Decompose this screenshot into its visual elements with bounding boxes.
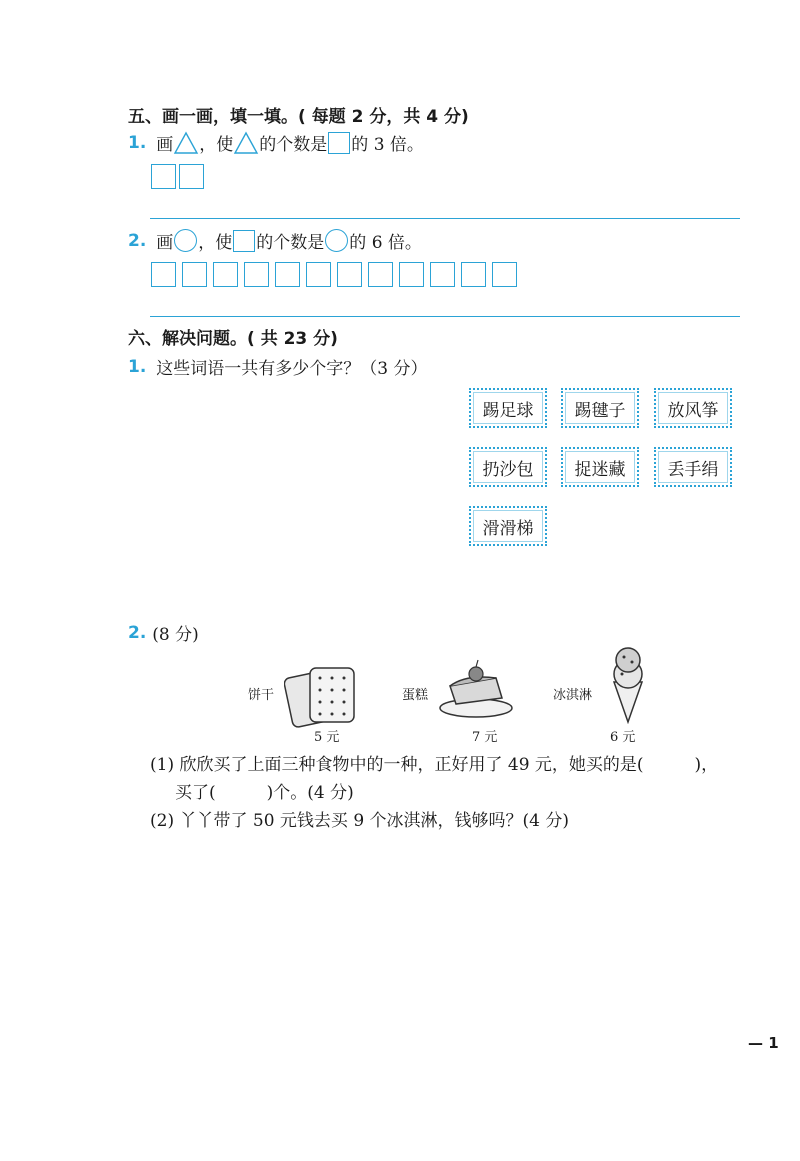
- s5-q1-text-b: ，使: [199, 135, 234, 155]
- food-label-biscuit: 饼干: [248, 688, 275, 703]
- square-shape: [306, 262, 331, 287]
- square-shape: [492, 262, 517, 287]
- s5-q2-prompt: [128, 228, 422, 253]
- square-shape: [275, 262, 300, 287]
- s6-q1-number: 1.: [128, 356, 147, 377]
- square-shape: [179, 164, 204, 189]
- price-biscuit: 5 元: [314, 730, 340, 745]
- food-label-cake: 蛋糕: [402, 688, 429, 703]
- biscuit-icon: [284, 664, 364, 728]
- s6-q2-prompt: [128, 620, 199, 645]
- word-card: 捉迷藏: [561, 447, 639, 487]
- s6-q2-sub1-line1: (1) 欣欣买了上面三种食物中的一种，正好用了 49 元，她买的是( )，: [150, 755, 719, 775]
- square-icon: [233, 230, 255, 252]
- s5-q1-given-squares: [151, 164, 204, 189]
- s5-q1-text-a: 画: [156, 135, 174, 155]
- circle-icon: [174, 229, 197, 252]
- s5-q2-text-b: ，使: [198, 233, 233, 253]
- circle-icon: [325, 229, 348, 252]
- s5-q1-prompt: [128, 130, 424, 155]
- s5-q1-number: 1.: [128, 132, 147, 153]
- s6-q2-number: 2.: [128, 622, 147, 643]
- square-shape: [151, 262, 176, 287]
- ice-cream-icon: [600, 644, 656, 724]
- food-label-ice-cream: 冰淇淋: [553, 688, 593, 703]
- triangle-icon: [233, 131, 259, 155]
- word-card: 丢手绢: [654, 447, 732, 487]
- s5-q2-text-d: 的 6 倍。: [349, 233, 422, 253]
- square-shape: [430, 262, 455, 287]
- s6-q1-prompt: [128, 354, 428, 379]
- s5-q2-text-c: 的个数是: [256, 233, 325, 253]
- square-shape: [399, 262, 424, 287]
- word-card: 放风筝: [654, 388, 732, 428]
- page-number: — 1: [748, 1034, 779, 1052]
- s6-q2-points: (8 分): [152, 625, 199, 645]
- word-card: 踢足球: [469, 388, 547, 428]
- square-shape: [244, 262, 269, 287]
- section-6-title: 六、解决问题。( 共 23 分): [128, 329, 338, 349]
- word-card: 踢毽子: [561, 388, 639, 428]
- s6-q1-text: 这些词语一共有多少个字？（3 分）: [156, 359, 428, 379]
- s5-q2-given-squares: [151, 262, 517, 287]
- word-card: 扔沙包: [469, 447, 547, 487]
- price-cake: 7 元: [472, 730, 498, 745]
- square-icon: [328, 132, 350, 154]
- square-shape: [461, 262, 486, 287]
- price-ice-cream: 6 元: [610, 730, 636, 745]
- s5-q1-text-c: 的个数是: [259, 135, 328, 155]
- s6-q2-sub1-line2: 买了( )个。(4 分): [175, 783, 354, 803]
- s5-q2-number: 2.: [128, 230, 147, 251]
- square-shape: [368, 262, 393, 287]
- cake-icon: [436, 656, 516, 720]
- triangle-icon: [173, 131, 199, 155]
- s5-q1-text-d: 的 3 倍。: [351, 135, 424, 155]
- section-5-title: 五、画一画，填一填。( 每题 2 分，共 4 分): [128, 107, 469, 127]
- square-shape: [337, 262, 362, 287]
- square-shape: [151, 164, 176, 189]
- word-card: 滑滑梯: [469, 506, 547, 546]
- s5-q2-answer-line[interactable]: [150, 316, 740, 317]
- s5-q2-text-a: 画: [156, 233, 174, 253]
- square-shape: [213, 262, 238, 287]
- square-shape: [182, 262, 207, 287]
- s5-q1-answer-line[interactable]: [150, 218, 740, 219]
- s6-q2-sub2: (2) 丫丫带了 50 元钱去买 9 个冰淇淋，钱够吗？(4 分): [150, 811, 570, 831]
